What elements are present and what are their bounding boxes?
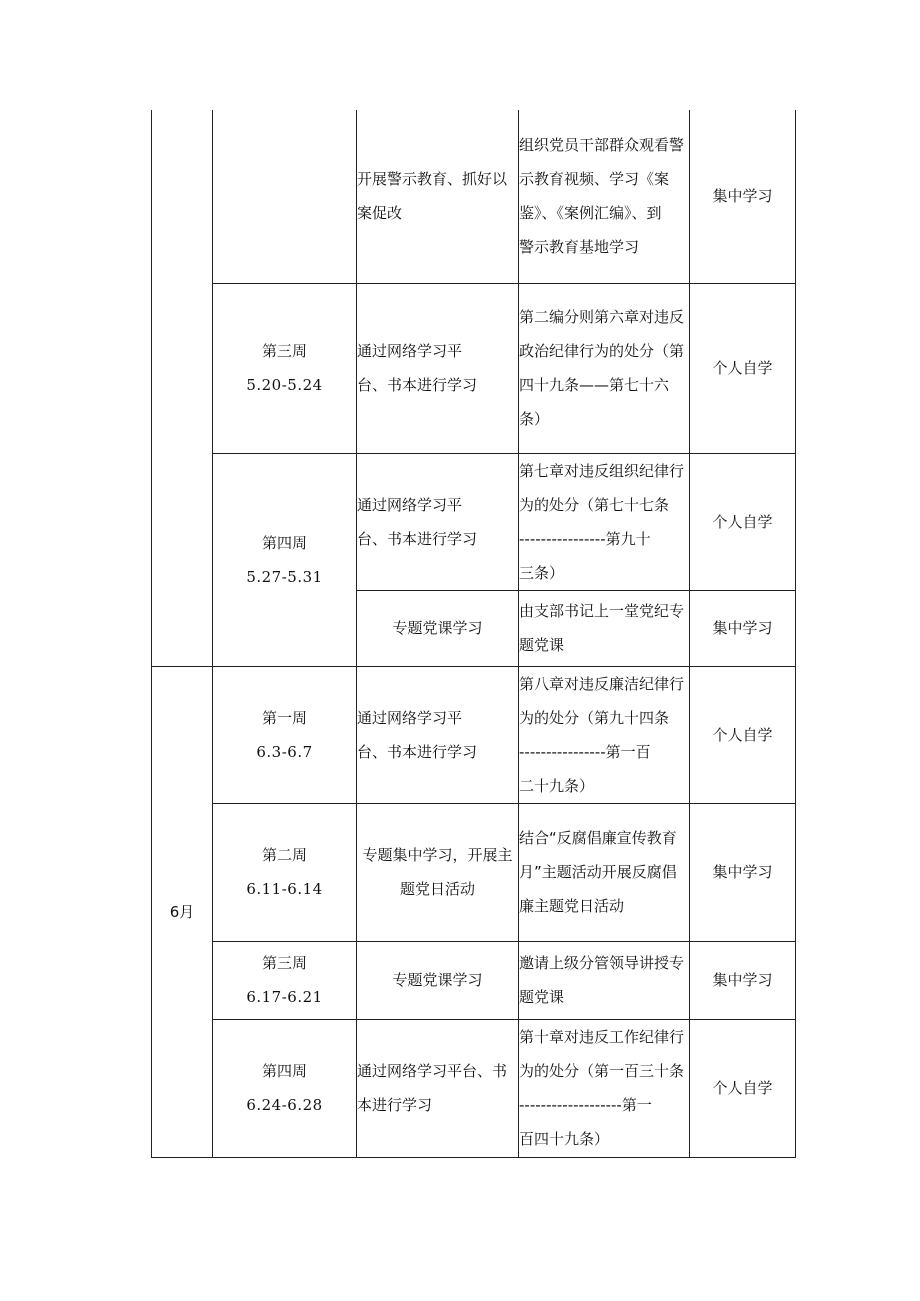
month-cell-june: 6月 (152, 666, 213, 1157)
form-cell: 集中学习 (690, 941, 796, 1019)
table-row (152, 941, 796, 1019)
week-date: 6.17-6.21 (246, 988, 323, 1006)
week-label: 第四周 (261, 1062, 307, 1080)
content-cell: 邀请上级分管领导讲授专 题党课 (519, 941, 690, 1019)
method-cell: 通过网络学习平 台、书本进行学习 (357, 283, 519, 453)
form-cell: 个人自学 (690, 453, 796, 590)
table-row (152, 1019, 796, 1157)
study-schedule-table (151, 110, 796, 1158)
table-row (152, 453, 796, 590)
week-label: 第一周 (261, 708, 307, 727)
content-cell: 第八章对违反廉洁纪律行 为的处分（第九十四条 ----------------第一百 二十九条） (519, 666, 690, 803)
table-row (152, 110, 796, 283)
week-cell (213, 110, 357, 283)
content-cell: 组织党员干部群众观看警 示教育视频、学习《案 鉴》、《案例汇编》、到 警示教育基地学习 (519, 110, 690, 283)
content-cell: 由支部书记上一堂党纪专 题党课 (519, 590, 690, 666)
form-cell: 集中学习 (690, 803, 796, 941)
week-date: 6.3-6.7 (256, 742, 313, 761)
week-date: 6.11-6.14 (246, 880, 323, 898)
form-cell: 集中学习 (690, 110, 796, 283)
method-cell: 开展警示教育、抓好以 案促改 (357, 110, 519, 283)
method-cell: 通过网络学习平 台、书本进行学习 (357, 453, 519, 590)
week-cell (213, 803, 357, 941)
week-label: 第二周 (261, 846, 307, 864)
form-cell: 个人自学 (690, 666, 796, 803)
content-cell: 第十章对违反工作纪律行 为的处分（第一百三十条 -------------------第一 百四十九条） (519, 1019, 690, 1157)
month-cell-may (152, 110, 213, 666)
week-cell (213, 941, 357, 1019)
method-cell: 专题党课学习 (357, 941, 519, 1019)
table-row (152, 283, 796, 453)
week-cell (213, 453, 357, 666)
content-cell: 结合“反腐倡廉宣传教育 月”主题活动开展反腐倡 廉主题党日活动 (519, 803, 690, 941)
table-row (152, 803, 796, 941)
method-cell: 专题集中学习，开展主 题党日活动 (357, 803, 519, 941)
content-cell: 第七章对违反组织纪律行 为的处分（第七十七条 ----------------第九十 三条） (519, 453, 690, 590)
form-cell: 个人自学 (690, 283, 796, 453)
method-cell: 专题党课学习 (357, 590, 519, 666)
week-cell (213, 1019, 357, 1157)
table-row (152, 666, 796, 803)
week-date: 6.24-6.28 (246, 1096, 323, 1114)
week-label: 第三周 (261, 342, 307, 360)
week-cell (213, 283, 357, 453)
week-label: 第四周 (261, 533, 307, 552)
method-cell: 通过网络学习平台、书 本进行学习 (357, 1019, 519, 1157)
method-cell: 通过网络学习平 台、书本进行学习 (357, 666, 519, 803)
week-cell (213, 666, 357, 803)
form-cell: 集中学习 (690, 590, 796, 666)
form-cell: 个人自学 (690, 1019, 796, 1157)
week-date: 5.27-5.31 (246, 567, 323, 586)
week-label: 第三周 (261, 954, 307, 972)
content-cell: 第二编分则第六章对违反 政治纪律行为的处分（第 四十九条——第七十六 条） (519, 283, 690, 453)
week-date: 5.20-5.24 (246, 376, 323, 394)
